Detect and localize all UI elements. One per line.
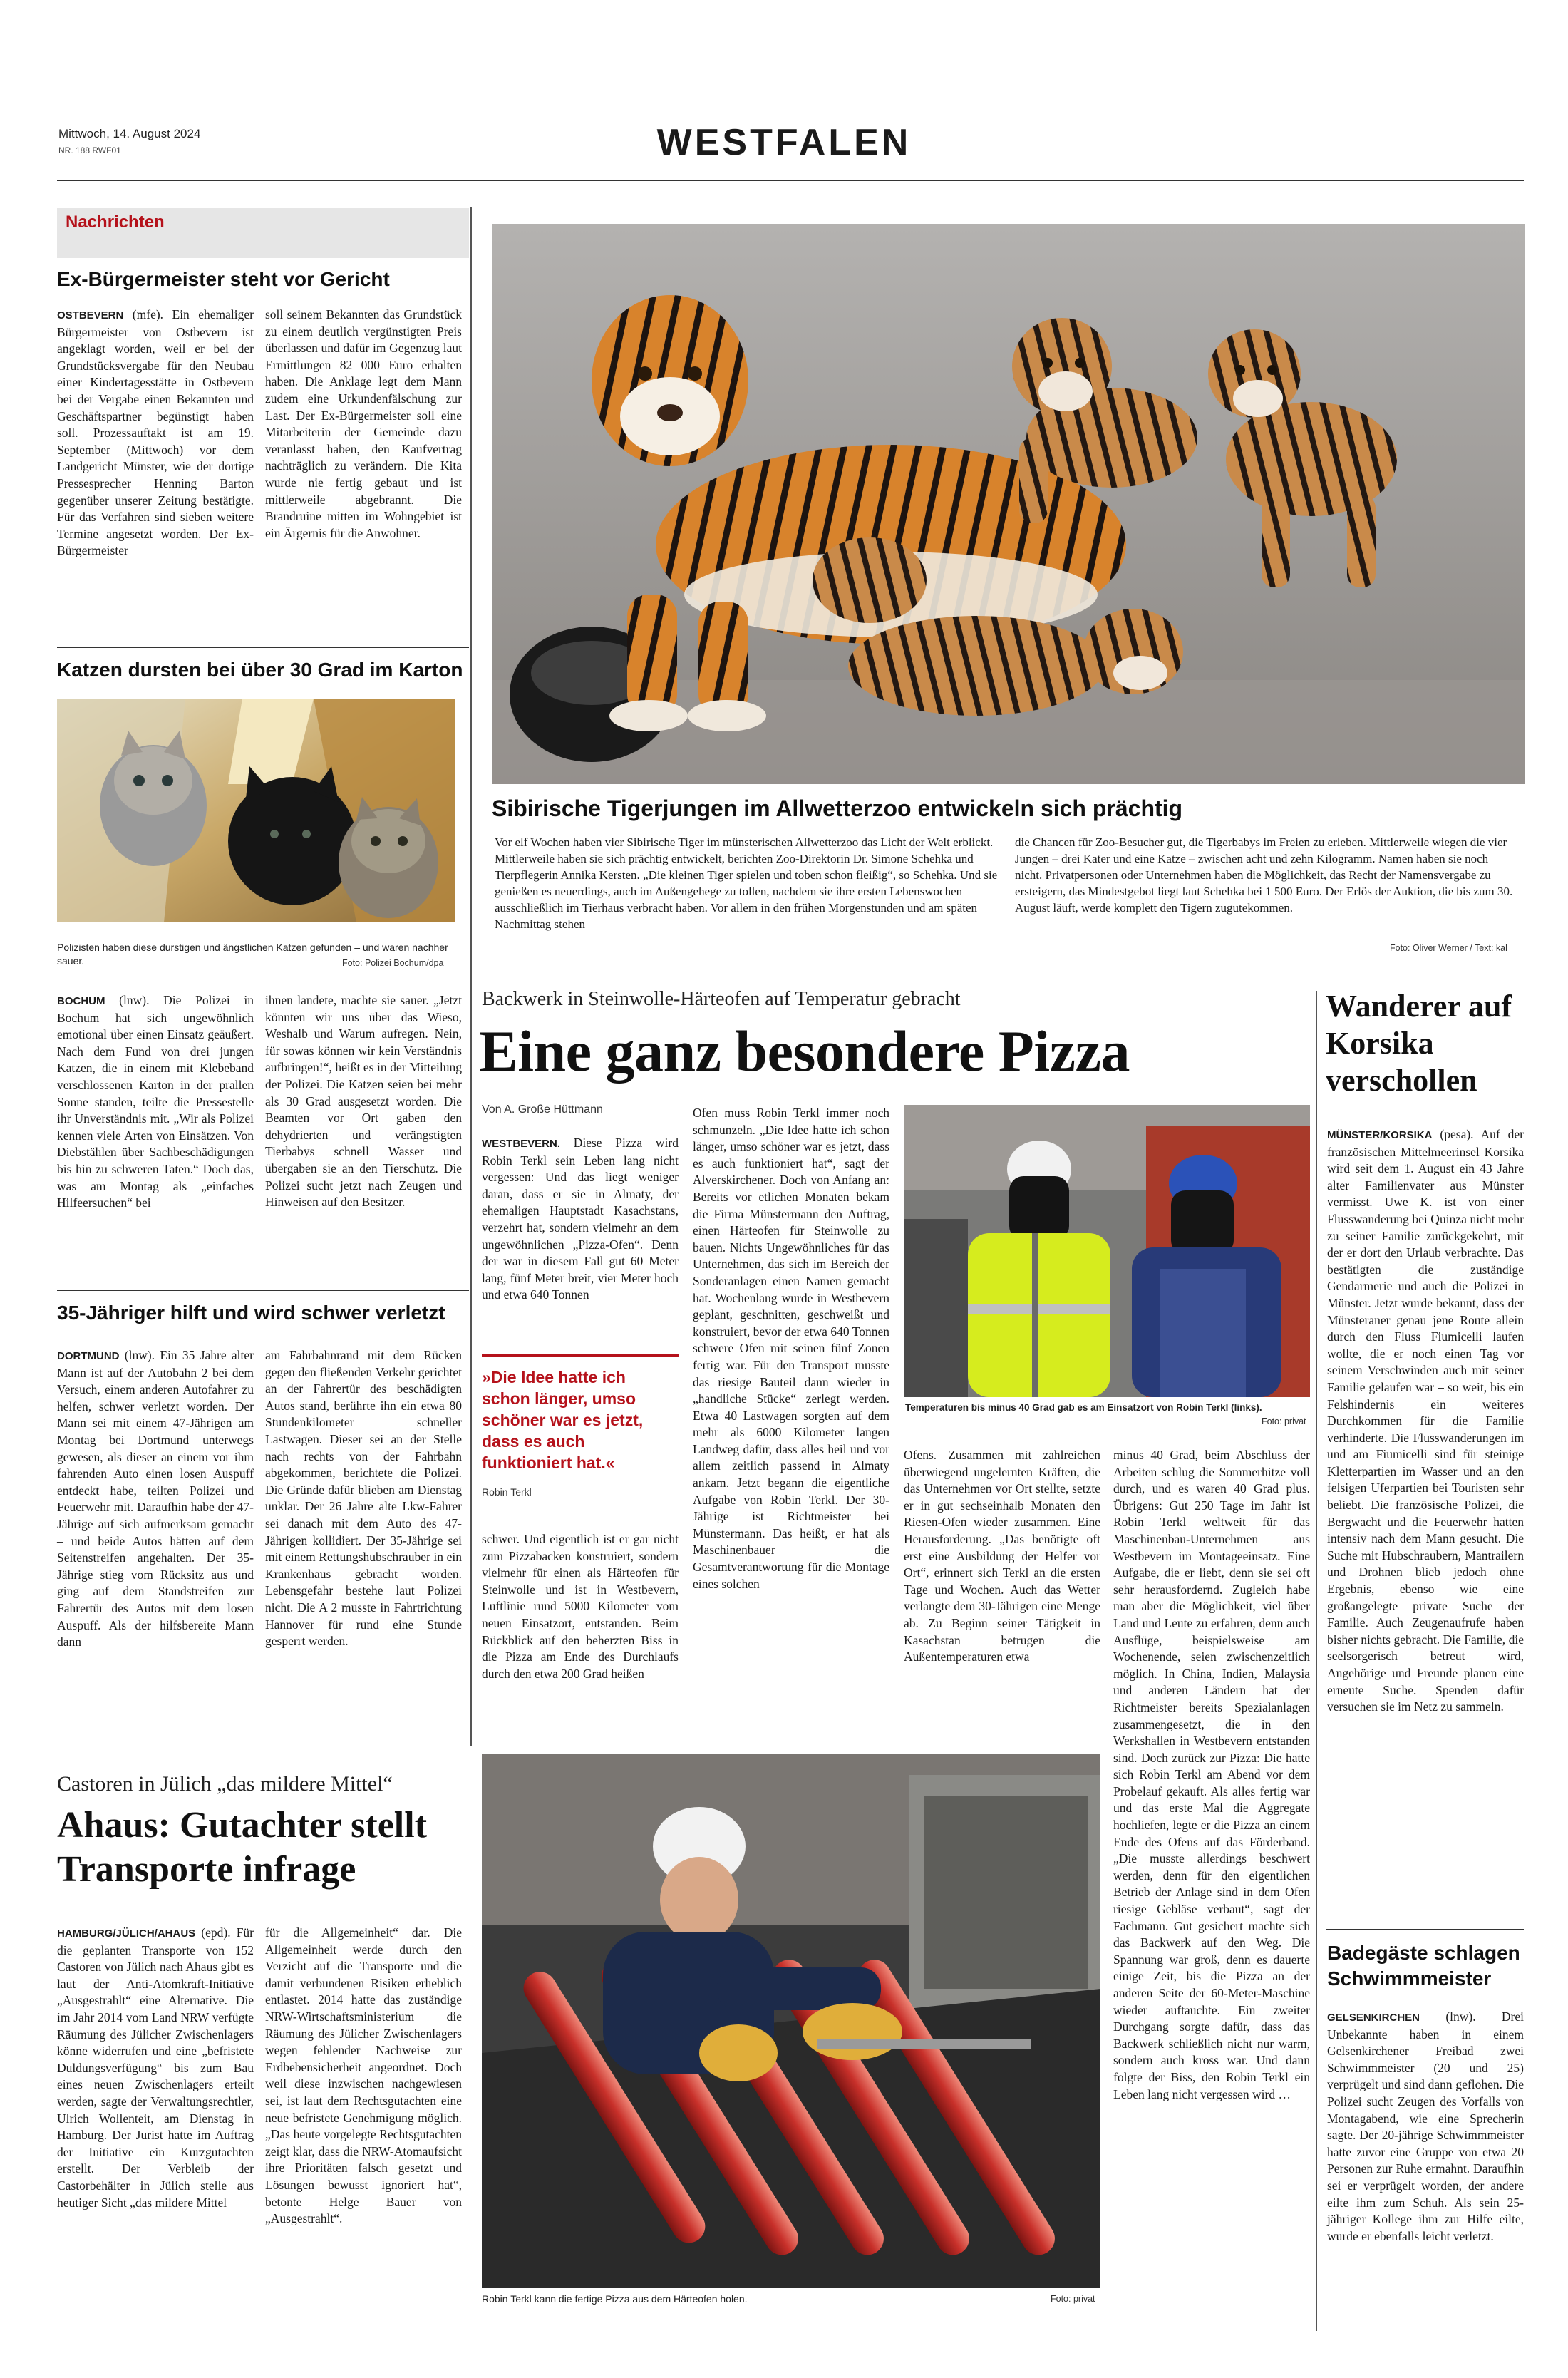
story-divider — [57, 1290, 469, 1291]
cats-caption: Polizisten haben diese durstigen und ängstlichen Katzen gefunden – und waren nachher sauer. — [57, 942, 448, 967]
story3-text1: Ein 35 Jahre alter Mann ist auf der Autobahn 2 bei dem Versuch, einem anderen Autofahrer zu helfen, schwer verletzt worden. Der Mann sei mit einem 47-Jährigen am Montag bei Dortmund unterwegs gewesen, als dieser an einem vor ihm fahrenden Auto einen losen Auspuff entdeckt habe, teilten Polizei und Feuerwehr mit. Daraufhin habe der 47-Jährige auf sich aufmerksam gemacht – und beide Autos hätten auf dem Seitenstreifen angehalten. Der 35-Jährige stieg vom Rücksitz aus und ging auf dem Standstreifen zur Fahrertür des Autos mit dem losen Auspuff. Als der hilfsbereite Mann dann — [57, 1348, 254, 1649]
workers-caption: Temperaturen bis minus 40 Grad gab es am Einsatzort von Robin Terkl (links). — [905, 1402, 1262, 1413]
story3-col1 — [57, 1347, 254, 1651]
story2-dateline: BOCHUM — [57, 995, 105, 1007]
oven-credit: Foto: privat — [1051, 2294, 1095, 2304]
castoren-col1 — [57, 1925, 254, 2211]
korsika-agency: (pesa). — [1432, 1127, 1474, 1141]
pizza-col1b: schwer. Und eigentlich ist er gar nicht zum Pizzabacken konstruiert, sondern vielmehr für einen als Härteofen für Steinwolle und ist in Westbevern, Luftlinie rund 5000 Kilometer vom neuen Einsatzort, entstanden. Beim Rückblick auf den beherzten Biss in die Pizza am Ende des Durchlaufs durch den etwa 200 Grad heißen — [482, 1532, 679, 1681]
castoren-headline: Ahaus: Gutachter stellt Transporte infrage — [57, 1805, 428, 1890]
story2-text1: Die Polizei in Bochum hat sich ungewöhnlich emotional über einen Einsatz geäußert. Nach dem Fund von drei jungen Katzen, die in einem mit Klebeband verschlossenen Karton in der prallen Sonne standen, teilte die Pressestelle ihr Unverständnis mit. „Wir als Polizei kennen viele Arten von Einsätzen. Von Diebstählen über Sachbeschädigungen bis hin zu schweren Taten.“ Doch das, was am Montag als „einfaches Hilfeersuchen“ bei — [57, 993, 254, 1210]
castoren-kicker: Castoren in Jülich „das mildere Mittel“ — [57, 1772, 393, 1796]
pizza-col3: Ofens. Zusammen mit zahlreichen überwiegend ungelernten Kräften, die das Unternehmen vor Ort stellte, setzte er in gut sechseinhalb Monaten den Riesen-Ofen wieder zusammen. Eine Herausforderung. „Das benötigte oft erst eine Ausbildung der Helfer vor Ort“, erinnert sich Terkl an die ersten Tage und Wochen. Auch das Wetter verlangte dem 30-Jährigen eine Menge ab. Zu Beginn seiner Tätigkeit in Kasachstan betrugen die Außentemperaturen etwa — [904, 1448, 1100, 1664]
workers-photo — [904, 1105, 1310, 1397]
story3-col2: am Fahrbahnrand mit dem Rücken gegen den fließenden Verkehr gerichtet an der Fahrertür des beschädigten Autos stand, berührte ihn ein etwa 80 Stundenkilometer schneller Lastwagen. Dieser sei an der Stelle nach rechts von der Fahrbahn abgekommen, berichtete die Polizei. Die Gründe dafür blieben am Dienstag unklar. Der 26 Jahre alte Lkw-Fahrer sei danach mit dem Auto des 47-Jährigen kollidiert. Der 35-Jährige sei mit einem Rettungshubschrauber in ein Krankenhaus gebracht worden. Lebensgefahr bestehe laut Polizei nicht. Die A 2 musste in Fahrtrichtung Hannover für rund eine Stunde gesperrt werden. — [265, 1348, 462, 1649]
pizza-col4: minus 40 Grad, beim Abschluss der Arbeiten schlug die Sommerhitze voll durch, und es waren 40 Grad plus. Übrigens: Gut 250 Tage im Jahr ist Robin Terkl weltweit für das Maschinenbau-Unternehmen aus Westbevern im Montageeinsatz. Eine Aufgabe, die er liebt, denn sie sei oft sehr herausfordernd. Zugleich habe man aber die Möglichkeit, viel über Land und Leute zu erfahren, denn auch Ausflüge, beispielsweise am Wochenende, seien zwischenzeitlich möglich. In China, Indien, Malaysia und anderen Ländern hat der Richtmeister bereits Spezialanlagen zusammengesetzt, die in den Werkshallen in Westbevern entstanden sind. Doch zurück zur Pizza: Die hatte sich Robin Terkl am Abend vor dem Probelauf gekauft. Als alles fertig war und das erste Mal die Aggregate hochliefen, legte er die Pizza an einem Ende des Ofens auf das Förderband. „Die musste allerdings beschwert werden, denn für den eigentlichen Betrieb der Anlage sind in dem Ofen riesige Gebläse verbaut“, sagt der Fachmann. Gut gesichert machte sich das Backwerk auf den Weg. Die Spannung war groß, denn es dauerte einige Zeit, bis die Pizza an der anderen Seite der 60-Meter-Maschine wieder auftauchte. Ein zweiter Durchgang sorgte dafür, dass das Backwerk schließlich nicht nur warm, sondern auch kross war. Und dann folgte der Biss, den Robin Terkl ein Leben lang nicht vergessen wird … — [1113, 1448, 1310, 2101]
story2-headline: Katzen dursten bei über 30 Grad im Karton — [57, 659, 463, 681]
tiger-photo — [492, 224, 1525, 784]
story2-col1 — [57, 992, 254, 1212]
pizza-quote-box — [482, 1354, 679, 1518]
pizza-col1 — [482, 1135, 679, 1304]
column-separator — [470, 207, 472, 1746]
story3-headline: 35-Jähriger hilft und wird schwer verletzt — [57, 1302, 445, 1324]
tiger-col1: Vor elf Wochen haben vier Sibirische Tiger im münsterischen Allwetterzoo das Licht der Welt erblickt. Mittlerweile haben sie sich prächtig entwickelt, berichten Zoo-Direktorin Dr. Simone Schehka und Tierpflegerin Annika Kersten. „Die kleinen Tiger spielen und toben schon fleißig“, so Schehka. Und sie genießen es neuerdings, auch im Außengehege zu tollen, nachdem sie ihre ersten Lebenswochen ausschließlich im Tierhaus verbracht haben. Vor allem in den frühen Morgenstunden und am späten Nachmittag stehen — [495, 835, 998, 931]
tiger-credit: Foto: Oliver Werner / Text: kal — [1390, 943, 1507, 953]
castoren-col2: für die Allgemeinheit“ dar. Die Allgemeinheit werde durch den Verzicht auf die Transporte und die damit verbundenen Risiken erheblich entlastet. 2014 hatte das zuständige NRW-Wirtschaftsministerium die Räumung des Jülicher Zwischenlagers wegen fehlender Nachweise zur Erdbebensicherheit angeordnet. Doch weil diese inzwischen nachgewiesen sei, ist laut dem Rechtsgutachten eine neue befristete Genehmigung möglich. „Das heute vorgelegte Rechtsgutachten zeigt klar, dass die NRW-Atomaufsicht ihre Prioritäten falsch gesetzt und Lösungen bewusst ignoriert hat“, betonte Helge Bauer von „Ausgestrahlt“. — [265, 1925, 462, 2226]
badegaeste-dateline: GELSENKIRCHEN — [1327, 2012, 1420, 2024]
story3-agency: (lnw). — [119, 1348, 155, 1362]
cats-photo-image — [57, 699, 455, 922]
oven-caption: Robin Terkl kann die fertige Pizza aus dem Härteofen holen. — [482, 2293, 748, 2305]
story2-col2: ihnen landete, machte sie sauer. „Jetzt könnten wir uns über das Wieso, Weshalb und Warum aufregen. Nein, für sowas können wir kein Verständnis aufbringen!“, heißt es in der Mitteilung der Polizei. Die Katzen seien bei mehr als 30 Grad ausgesetzt worden. Die Beamten vor Ort gaben den dehydrierten und verängstigten Tierbabys schnell Wasser und übergaben sie an den Tierschutz. Die Polizei sucht jetzt nach Zeugen und Hinweisen auf den Besitzer. — [265, 993, 462, 1210]
workers-photo-image — [904, 1105, 1310, 1397]
story1-text1: Ein ehemaliger Bürgermeister von Ostbevern ist angeklagt worden, weil er bei der Grundstücksvergabe für den Neubau einer Kindertagesstätte in Ostbevern bei der Vergabe einen Bekannten und Geschäftspartner begünstigt haben soll. Prozessauftakt ist am 19. September (Mittwoch) vor dem Landgericht Münster, wie der dortige Pressesprecher Henning Barton gegenüber unserer Zeitung bestätigte. Für das Verfahren sind sieben weitere Termine angesetzt worden. Der Ex-Bürgermeister — [57, 307, 254, 558]
story2-agency: (lnw). — [105, 993, 150, 1007]
oven-photo — [482, 1754, 1100, 2288]
badegaeste-headline: Badegäste schlagen Schwimmmeister — [1327, 1942, 1520, 1990]
korsika-body: Auf der französischen Mittelmeerinsel Korsika wird seit dem 1. August ein 43 Jahre alter Familienvater aus Münster vermisst. Uwe K. ist von einer Flusswanderung bei Quinza nicht mehr zu seiner Familie zurückgekehrt, mit der er dort den Urlaub verbrachte. Das bestätigten die zuständige Gendarmerie und auch die Polizei in Münster. Jetzt wurde bekannt, dass der Münsteraner genau jene Route allein durch den Fluss Fiumicelli laufen wollte, die er noch einen Tag vor seinem Verschwinden auch mit seiner Familie gelaufen war – so weit, bis ein Felshindernis ein weiteres Durchkommen für die Familie verhinderte. Die Flusswanderungen im und am Fiumicelli sind für steinige Kletterpartien im Wasser und an den felsigen Uferpartien bei Touristen sehr beliebt. Die französische Polizei, die Bergwacht und die Feuerwehr hatten intensiv nach dem Mann gesucht. Die Suche mit Hubschraubern, Mantrailern und Drohnen blieb jedoch ohne Ergebnis, ebenso wie eine großangelegte private Suche der Familie. Auch Zeugenaufrufe haben bisher nichts gebracht. Die Familie, die seelsorgerisch betreut wird, Angehörige und Freunde planen eine erneute Suche. Spenden dafür versuchen sie im Netz zu sammeln. — [1327, 1127, 1524, 1714]
issue-number: NR. 188 RWF01 — [58, 145, 121, 155]
story1-headline: Ex-Bürgermeister steht vor Gericht — [57, 268, 390, 290]
cats-photo — [57, 699, 455, 922]
korsika-dateline: MÜNSTER/KORSIKA — [1327, 1129, 1433, 1141]
story1-agency: (mfe). — [123, 307, 164, 321]
pizza-dateline: WESTBEVERN. — [482, 1138, 561, 1150]
workers-credit: Foto: privat — [1262, 1416, 1306, 1426]
column-separator-right — [1316, 991, 1317, 2331]
castoren-dateline: HAMBURG/JÜLICH/AHAUS — [57, 1927, 196, 1940]
korsika-text — [1327, 1126, 1524, 1716]
nachrichten-label: Nachrichten — [66, 212, 165, 232]
pizza-quote-author: Robin Terkl — [482, 1486, 532, 1498]
badegaeste-text — [1327, 2009, 1524, 2245]
story-divider — [57, 647, 469, 648]
pizza-headline: Eine ganz besondere Pizza — [479, 1019, 1130, 1084]
pizza-quote: »Die Idee hatte ich schon länger, umso schöner war es jetzt, dass es auch funktioniert hat.« — [482, 1368, 644, 1472]
tiger-headline: Sibirische Tigerjungen im Allwetterzoo entwickeln sich prächtig — [492, 796, 1183, 821]
story1-dateline: OSTBEVERN — [57, 309, 124, 321]
oven-photo-image — [482, 1754, 1100, 2288]
pizza-byline: Von A. Große Hüttmann — [482, 1103, 603, 1116]
castoren-agency: (epd). — [195, 1925, 231, 1940]
korsika-headline: Wanderer auf Korsika verschollen — [1326, 989, 1512, 1098]
badegaeste-agency: (lnw). — [1420, 2009, 1476, 2024]
issue-date: Mittwoch, 14. August 2024 — [58, 127, 201, 140]
story-divider — [1326, 1929, 1524, 1930]
castoren-text1: Für die geplanten Transporte von 152 Castoren von Jülich nach Ahaus gibt es laut der Anti-Atomkraft-Initiative „Ausgestrahlt“ eine Alternative. Die im Jahr 2014 vom Land NRW verfügte Räumung des Jülicher Zwischenlagers könne widerrufen und eine „befristete Duldungsverfügung“ bis zum Bau eines neuen Zwischenlagers erteilt werden, sagte der Verwaltungsrechtler, Ulrich Wollenteit, am Dienstag in Hamburg. Der Jurist hatte im Auftrag der Initiative ein Kurzgutachten erstellt. Der Verbleib der Castorbehälter in Jülich stelle aus heutiger Sicht „das mildere Mittel — [57, 1925, 254, 2210]
story3-dateline: DORTMUND — [57, 1350, 120, 1362]
story1-col2: soll seinem Bekannten das Grundstück zu einem deutlich vergünstigten Preis überlassen und dafür im Gegenzug laut Ermittlungen 82 000 Euro erhalten haben. Die Anklage legt dem Mann zudem eine Urkundenfälschung zur Last. Der Ex-Bürgermeister soll eine Mitarbeiterin der Gemeinde dazu veranlasst haben, den Kaufvertrag nachträglich zu verändern. Die Kita wurde nie fertig gebaut und ist mittlerweile abgebrannt. Die Brandruine mitten im Wohngebiet ist ein Ärgernis für die Anwohner. — [265, 307, 462, 540]
pizza-text1: Diese Pizza wird Robin Terkl sein Leben lang nicht vergessen: Und das liegt weniger daran, dass er sie in Almaty, der ehemaligen Hauptstadt Kasachstans, verzehrt hat, sondern vielmehr an dem ungewöhnlichen „Pizza-Ofen“. Denn der war in diesem Fall gut 60 Meter lang, fünf Meter breit, vier Meter hoch und etwa 640 Tonnen — [482, 1136, 679, 1302]
pizza-col2: Ofen muss Robin Terkl immer noch schmunzeln. „Die Idee hatte ich schon länger, umso schöner war es jetzt, dass es auch funktioniert hat“, sagt der Alverskirchener. Doch von Anfang an: Bereits vor etlichen Monaten bekam die Firma Münstermann den Auftrag, einen Härteofen für Steinwolle zu bauen. Nichts Ungewöhnliches für das Unternehmen, das sich im Bereich der Sonderanlagen einen Namen gemacht hat. Wochenlang wurde in Westbevern geplant, geschnitten, geschweißt und konstruiert, bevor der etwa 640 Tonnen schwere Ofen mit seinen fünf Zonen fertig war. Für den Transport musste das riesige Bauteil dann wieder in „handliche Stücke“ zerlegt werden. Etwa 40 Lastwagen sorgten auf dem mehr als 6000 Kilometer langen Landweg dafür, dass alles heil und vor allem zeitlich passend in Almaty ankam. Jetzt begann die eigentliche Aufgabe von Robin Terkl. Der 30-Jährige ist Richtmeister bei Münstermann. Das heißt, er hat als Maschinenbauer die Gesamtverantwortung für die Montage eines solchen — [693, 1106, 889, 1591]
cats-credit: Foto: Polizei Bochum/dpa — [342, 958, 444, 968]
header-rule — [57, 180, 1524, 181]
pizza-kicker: Backwerk in Steinwolle-Härteofen auf Temperatur gebracht — [482, 988, 961, 1010]
badegaeste-body: Drei Unbekannte haben in einem Gelsenkirchener Freibad zwei Schwimmmeister (20 und 25) verprügelt und sind dann geflohen. Die Polizei sucht Zeugen des Vorfalls von Montagabend, wie eine Sprecherin sagte. Der 20-jährige Schwimmmeister hatte zuvor eine Gruppe von etwa 20 Personen zur Ruhe ermahnt. Daraufhin sei er verprügelt worden, der andere eilte ihm zum Schuh. Als sein 25-jähriger Kollege ihm zur Hilfe eilte, wurde er ebenfalls leicht verletzt. — [1327, 2009, 1524, 2243]
tiger-photo-image — [492, 224, 1525, 784]
nachrichten-box — [57, 208, 469, 258]
section-title: WESTFALEN — [656, 122, 912, 163]
story1-col1 — [57, 307, 254, 560]
tiger-col2: die Chancen für Zoo-Besucher gut, die Tigerbabys im Freien zu erleben. Mittlerweile wiegen die vier Jungen – drei Kater und eine Katze – zwischen acht und zehn Kilogramm. Namen haben sie noch nicht. Privatpersonen oder Unternehmen haben die Möglichkeit, das Recht der Namensvergabe zu ersteigern, das Mindestgebot liegt laut Schehka bei 1 500 Euro. Der Erlös der Auktion, die bis zum 30. August läuft, werde komplett den Tigern zugutekommen. — [1015, 835, 1513, 915]
